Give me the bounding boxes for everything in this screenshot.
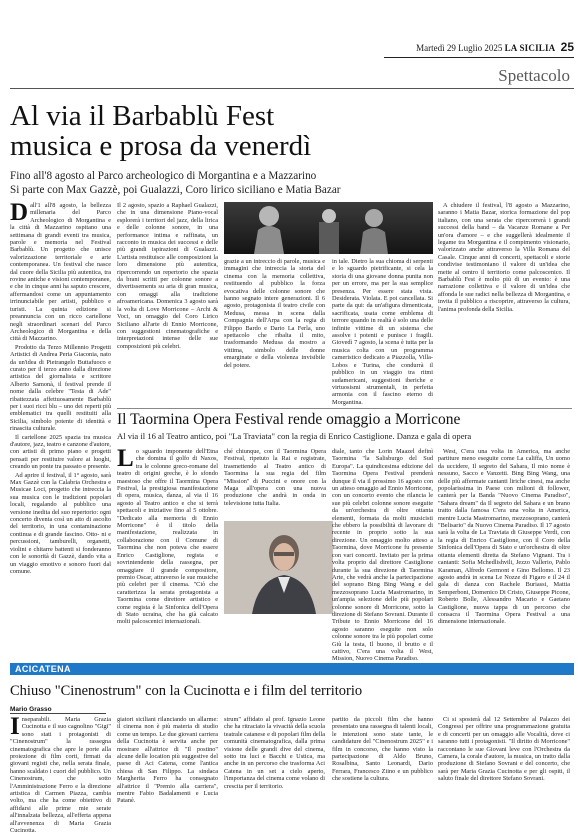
article2-headline: Il Taormina Opera Festival rende omaggio a Morricone: [117, 411, 461, 428]
article3-paragraph: strum" affidato al prof. Ignazio Leone che ha ritraciato la vivacità della scuola teatrale catanese e di popolari film della comunità cinematografica, dalla prima visione delle grandi dive del cinema, sotto tra luci e Bacchi e Ustica, ma anche in un percorso che trasforma Aci Catena in un set a cielo aperto, l'importanza del cinema come volano di crescita per il territorio.: [224, 716, 325, 790]
article1-subtitle: [10, 169, 570, 197]
article1-paragraph: all'1 all'8 agosto, la bellezza millenaria del Parco Archeologico di Morgantina e la città di Mazzarino ospitano una settimana di grandi eventi tra musica, parole e memoria nel Festival Barbablù. Un progetto che unisce valorizzazione territoriale e arte contemporanea. Un festival che nasce dal cuore della Sicilia più autentica, tra rovine antiche e visioni contemporanee, e che in cinque anni ha saputo crescere, affermandosi come un appuntamento irrinunciabile per artisti, pubblico e turisti. La quinta edizione si preannuncia con un ricco cartellone negli straordinari scenari del Parco Archeologico di Morgantina e della città di Mazzarino.: [10, 202, 111, 343]
byline-rule: [10, 713, 106, 714]
concert-photo-image: [224, 202, 433, 254]
article1-paragraph: Il cartellone 2025 spazia tra musica d'autore, jazz, teatro e canzone d'autore, con artisti di primo piano e progetti pensati per restituire valore ai luoghi, creando un ponte tra passato e presente.: [10, 433, 111, 471]
article2-paragraph: West, C'era una volta in America, ma anche partiture meno eseguite come La califfa, Un uomo da uccidere, Il segreto del Sahara, Il mio nome è nessuno, Sacco e Vanzetti. Bing Bing Wang, una delle più affermate cantanti liriche cinesi, ma anche popolarissima in Paese con milioni di follower, canterà per la Banda "Nuovo Cinema Paradiso", "Sahara dream" da Il segreto del Sahara e un brano tratto dalla famosa C'era una volta in America, mentre Lucia Mastromarino, mezzosoprano, canterà "Belisario" da Nuovo Cinema Paradiso. Il 17 agosto sarà la volta de La Traviata di Giuseppe Verdi, con la regia di Enrico Castiglione, con il Coro della Sinfonica dell'Opera di Stato e un'orchestra di oltre ottanta elementi diretta da Stefano Vignani. Tra i cantanti: Sofia Mchedlishvili, Jezzo Vallerio, Pablo Karaman, Alfredo Germont e Gino Bellomo. Il 23 agosto andrà in scena Le Nozze di Figaro e il 24 il gala di danza con Rachele Buriassi, Mattia Semperboni, Domenico Di Cristo, Giuseppe Picone, Roberto Bolle, Alessandro Macario e Gaetano Castiglione, nuova tappa di un percorso che consacra il Taormina Opera Festival a una dimensione internazionale.: [438, 448, 570, 626]
article2-dropcap: L: [117, 445, 134, 472]
article3-byline: Mario Grasso: [10, 706, 52, 713]
issue-date: Martedì 29 Luglio 2025: [416, 43, 503, 53]
section-rule: [10, 88, 574, 89]
article1-headline-line1: Al via il Barbablù Fest: [10, 100, 275, 132]
article3-dropcap: I: [10, 713, 20, 740]
article2-paragraph: ché chiunque, con il Taormina Opera Festival, ripetuto la Rai e registrate, trasmettendo al Teatro antico di Taormina la sua regia del film "Mission" di Puccini e onore con la Maga all'opera con una nuova produzione che andrà in onda in televisione tutta Italia.: [224, 448, 326, 507]
article3-column-4: [332, 716, 433, 820]
article2-column-1: [117, 445, 218, 660]
article1-paragraph: A chiudere il festival, l'8 agosto a Mazzarino, saranno i Matia Bazar, storica formazione del pop italiano, con una serata che ripercorrerà i grandi successi della band – da Vacanze Romane a Per un'ora d'amore – e che suggellerà idealmente il legame tra Morgantina e il compimento visionario, valorizzato anche attraverso la Villa Romana del Casale. Cinque anni di concerti, spettacoli e storie condivise testimoniano il valore di un'idea che mette al centro il territorio come palcoscenico. Il Barbablù Fest è molto più di un evento: è una narrazione collettiva e il valore di un'idea che affonda le sue radici nella bellezza di Morgantina, e invita il pubblico a riscoprire, attraverso la cultura, l'anima profonda della Sicilia.: [438, 202, 570, 313]
article3-headline: Chiuso "Cinenostrum" con la Cucinotta e i film del territorio: [10, 683, 363, 699]
article2-paragraph: o sguardo imponente dell'Etna che domina il golfo di Naxos, tra le colonne greco-romane del teatro di origini greche, è lo sfondo maestoso che offre il Taormina Opera Festival, la prestigiosa manifestazione di opera, musica, danza, al via il 16 agosto al Teatro antico e che si terrà spettacoli e iniziative fino al 5 ottobre. "Dedicato alla memoria di Ennio Morricone" è il titolo della manifestazione, realizzata in collaborazione con il Comune di Taormina che non poteva che essere Enrico Castiglione, regista e sovrintendente della rassegna, per omaggiare il grande compositore, premio Oscar, attraverso le sue musiche più celebri per il cinema. "Ciò che caratterizza la serata protagonista a Taormina come direttore artistico e come regista è la Sinfonica dell'Opera di Stato ucraina, che ha già calcato molti palcoscenici internazionali.: [117, 448, 218, 626]
article3-column-2: [117, 716, 218, 820]
newspaper-name: LA SICILIA: [504, 43, 556, 53]
article1-column-1: [10, 199, 111, 586]
article1-subtitle-line1: Fino all'8 agosto al Parco archeologico di Morgantina e a Mazzarino: [10, 170, 317, 182]
article-divider: [117, 408, 572, 409]
article3-column-5: [438, 716, 570, 820]
article3-paragraph: Ci si sposterà dal 12 Settembre al Palazzo dei Congressi per offrire una programmazione gratuita e di concerti per un omaggio alle Vocalità, dove ci saranno tutti i protagonisti. "Il diritto di Morricone" raccontano le sue Giovani leve con l'Orchestra da Camera, la corale d'autore, la musica, un tratto dalla produzione di Stefano Sovrani e del concerto, che sarà per Maria Grazia Cucinotta e per gli ospiti, il saluto finale del direttore Stefano Sovrani.: [438, 716, 570, 783]
article1-paragraph: Ad aprire il festival, il 1° agosto, sarà Max Gazzè con la Calabria Orchestra e Musicae Loci, progetto che intreccia la sua musica con le tradizioni popolari locali, regalando al pubblico una versione inedita del suo repertorio: ogni concerto diventa così un atto di ascolto del territorio, in una contaminazione continua e di grande fascino. Otto- ni e percussioni, tamburelli, organetti, violini e chitarre battenti si fonderanno con le sonorità di Gazzè, dando vita a un viaggio emotivo e sonoro fuori dal comune.: [10, 471, 111, 575]
article1-dropcap: D: [10, 199, 29, 226]
article1-paragraph: Il 2 agosto, spazio a Raphael Gualazzi, che in una dimensione Piano-vocal esplorerà i territori del jazz, della lirica e delle colonne sonore, in una performance intima e raffinata, un racconto in musica dei successi e delle più grandi ispirazioni di Gualazzi. L'artista restituisce alle composizioni la loro dimensione più autentica, ripercorrendo un repertorio che spazia da brani scritti per colonne sonore a divertissements su aria di gran musica, con omaggi alla tradizione afroamericana. Domenica 3 agosto sarà la volta di Love Morricone – Archi & Voci, un omaggio del Coro Lirico Siciliano all'arte di Ennio Morricone, con suggestioni cinematografiche e interpretazioni intense delle sue composizioni più celebri.: [117, 202, 218, 350]
article1-headline: [10, 101, 570, 161]
page-header: [384, 42, 574, 54]
page-number: 25: [560, 40, 574, 54]
article3-column-3: [224, 716, 325, 820]
article1-paragraph: grazie a un intreccio di parole, musica e immagini che intreccia la storia del cinema con la memoria collettiva, restituendo al pubblico la forza evocativa delle colonne sonore che hanno segnato intere generazioni. Il 6 agosto, protagonista il teatro civile con Medusa, messa in scena dalla Compagnia dell'Arpa con la regia di Filippo Bardo e Dario La Ferla, uno spettacolo che ribalta il mito, trasformando Medusa da mostro a vittima, simbolo delle donne emarginate e della violenza invisibile del potere.: [224, 258, 325, 369]
article1-paragraph: in tale. Dietro la sua chioma di serpenti e lo sguardo pietrificante, si cela la storia di una giovane donna punita non per un errore, ma per la sua semplice presenza. Per essere stata vista. Desiderata. Violata. E poi cancellata. Si parte da qui: da un'afigura dimenticata, sacrificata, usata come emblema di terrore quando in realtà è solo una delle infinite vittime di un sistema che assolve i potenti e punisce i fragili. Giovedì 7 agosto, la scena è tutta per la musica colta con un programma cameristico dedicato a Piazzolla, Villa-Lobos e Turina, che condurrà il pubblico in un viaggio tra ritmi sudamericani, suggestioni iberiche e virtuosismi strumentali, in perfetta armonia con il fascino eterno di Morgantina.: [332, 258, 433, 406]
article1-column-5: [438, 202, 570, 384]
article2-column-3: [332, 448, 433, 663]
article1-column-2: [117, 202, 218, 407]
section-kicker: ACICATENA: [10, 663, 574, 675]
article2-subtitle: Al via il 16 al Teatro antico, poi "La Traviata" con la regia di Enrico Castiglione. Danza e gala di opera: [117, 431, 472, 441]
article2-column-2: [224, 448, 326, 518]
article1-headline-line2: musica e prosa da venerdì: [10, 130, 312, 162]
article2-paragraph: diale, tanto che Lorin Maazel definì Taormina "la Salisburgo del Sud Europa". La quindicesima edizione del Taormina Opera Festival prenderà dunque il via il prossimo 16 agosto con un atteso omaggio ad Ennio Morricone, con un concerto evento che rilancia le sue più celebri colonne sonore eseguite da un'orchestra di oltre ottanta elementi, formata da molti musicisti che ebbero la possibilità di lavorare di recente in proprio sotto la sua direzione. Un omaggio molto atteso a Taormina, dove Morricone fu presente con vari concerti. Invitato per la prima volta proprio dal direttore Castiglione durante la sua direzione di Taormina Arte, che vedrà anche la partecipazione del soprano Bing Bing Wang e del mezzosoprano Lucia Mastromarino, in un'ampia selezione delle più popolari colonne sonore di Morricone, sotto la direzione di Stefano Sovrani. Durante il Tribute to Ennio Morricone del 16 agosto saranno eseguite non solo colonne sonore tra le più popolari come Giù la testa, Il buono, il brutto e il cattivo, C'era una volta il West, Mission, Nuovo Cinema Paradiso.: [332, 448, 433, 663]
article1-photo: [224, 202, 433, 254]
section-title: Spettacolo: [498, 66, 570, 85]
header-rule: [384, 57, 574, 58]
article3-paragraph: partito da piccoli film che hanno presentato una rassegna di talenti locali, le intenzioni sono state tante, le candidature del "Cinenostrum 2025" e i film in concorso, che hanno visto la partecipazione di Aldo Bruno, Rosalbina, Santo Leonardi, Dario Ferrara, Francesco Ziino e un pubblico che sostiene la cultura.: [332, 716, 433, 783]
composer-photo-image: [224, 521, 333, 614]
article1-column-4: [332, 258, 433, 407]
article1-column-3: [224, 258, 325, 407]
article3-column-1: [10, 713, 111, 835]
article3-paragraph: giatori siciliani rilanciando un allarme: il cinema non è più materia di studio come un tempo. Le due giovani carriera della Cucinotta è servita anche per mostrare all'attrice di "Il postino" alcune delle location più suggestive del paese di Aci Catena, come l'antica chiesa di San Filippo. La sindaca Margherita Ferro ha consegnato all'attrice il "Premio alla carriera", mentre Fabio Badalamenti e Lucia Patanè.: [117, 716, 218, 805]
article2-column-4: [438, 448, 570, 660]
article1-subtitle-line2: Si parte con Max Gazzè, poi Gualazzi, Coro lirico siciliano e Matia Bazar: [10, 184, 341, 196]
article3-paragraph: nseparabili. Maria Grazia Cucinotta e il suo cagnolino "Gigi" sono stati i protagonisti di "Cinenostrum" la rassegna cinematografica che apre le porte alla proiezione di film corti, firmati da giovani registi che, nella serata finale, hanno scaldato i cuori del pubblico. Un Cinenostrum, che sotto l'Amministrazione Ferro e la direzione artistica di Carmen Piazza, cambia volto, ma che ha come obiettivo di affidarsi alle prime mie serate all'innalzata bellezza, all'efferta appena all'avvenenza di Maria Grazia Cucinotta.: [10, 716, 111, 835]
article1-paragraph: Prodotto da Terzo Millennio Progetti Artistici di Andrea Peria Giaconia, nato da un'idea di Pietrangelo Buttafuoco e curato per il terzo anno dalla direzione artistica del giornalista e scrittore Alberto Samonà, il festival prende il nome dalla celebre "Testa di Ade" ribattezzata affettuosamente Barbablù per i suoi ricci blu – uno dei reperti più emblematici tra quelli restituiti alla Sicilia, simbolo potente di identità e rinascita culturale.: [10, 343, 111, 433]
article2-photo: [224, 521, 333, 614]
